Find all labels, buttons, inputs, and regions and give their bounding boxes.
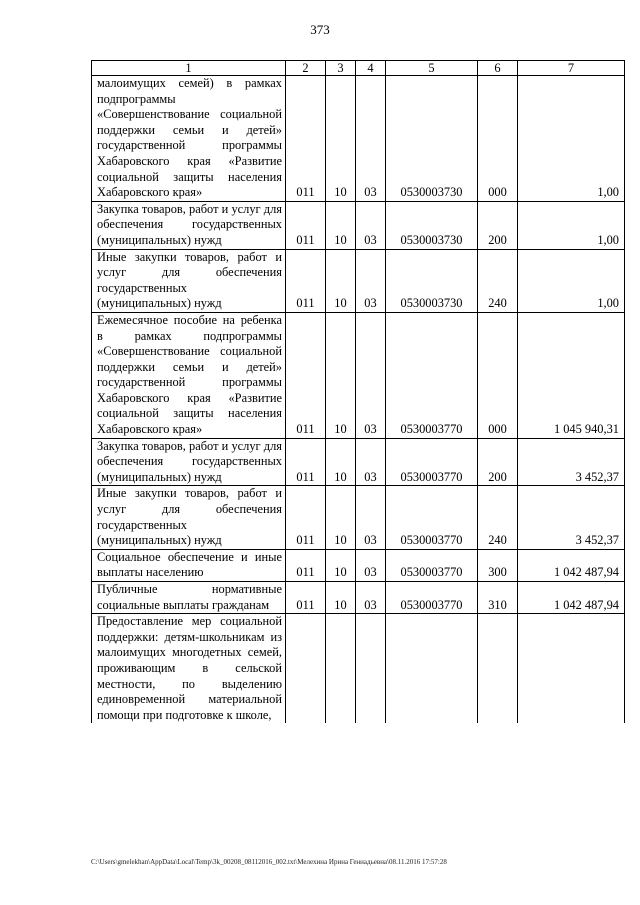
subsection-code xyxy=(356,614,386,724)
column-header: 4 xyxy=(356,61,386,76)
table-row xyxy=(92,486,625,549)
row-name: Предоставление мер социальной поддержки: детям-школьникам из малоимущих многодетных семей, проживающим в сельской местности, по выделению единовременной материальной помощи при подготовке к школе, xyxy=(92,614,286,724)
subsection-code: 03 xyxy=(356,549,386,581)
section-code: 10 xyxy=(326,549,356,581)
expense-type-code xyxy=(478,614,518,724)
subsection-code: 03 xyxy=(356,438,386,486)
column-header: 5 xyxy=(386,61,478,76)
ministry-code: 011 xyxy=(286,201,326,249)
expense-type-code: 310 xyxy=(478,582,518,614)
column-header: 1 xyxy=(92,61,286,76)
row-name: малоимущих семей) в рамках подпрограммы «Совершенствование социальной поддержки семьи и детей» государственной программы Хабаровского края «Развитие социальной защиты населения Хабаровского края» xyxy=(92,76,286,202)
subsection-code: 03 xyxy=(356,312,386,438)
table-row xyxy=(92,614,625,724)
amount xyxy=(518,614,625,724)
row-name: Публичные нормативные социальные выплаты гражданам xyxy=(92,582,286,614)
row-name: Иные закупки товаров, работ и услуг для обеспечения государственных (муниципальных) нужд xyxy=(92,486,286,549)
column-header: 2 xyxy=(286,61,326,76)
subsection-code: 03 xyxy=(356,201,386,249)
target-article-code: 0530003730 xyxy=(386,249,478,312)
target-article-code: 0530003770 xyxy=(386,486,478,549)
expense-type-code: 200 xyxy=(478,201,518,249)
ministry-code: 011 xyxy=(286,312,326,438)
section-code: 10 xyxy=(326,201,356,249)
amount: 1 042 487,94 xyxy=(518,549,625,581)
table-row xyxy=(92,549,625,581)
section-code: 10 xyxy=(326,582,356,614)
expense-type-code: 000 xyxy=(478,312,518,438)
table-row xyxy=(92,582,625,614)
row-name: Закупка товаров, работ и услуг для обеспечения государственных (муниципальных) нужд xyxy=(92,438,286,486)
target-article-code: 0530003770 xyxy=(386,312,478,438)
ministry-code: 011 xyxy=(286,486,326,549)
row-name: Иные закупки товаров, работ и услуг для обеспечения государственных (муниципальных) нужд xyxy=(92,249,286,312)
column-header: 7 xyxy=(518,61,625,76)
row-name: Социальное обеспечение и иные выплаты населению xyxy=(92,549,286,581)
table-row xyxy=(92,201,625,249)
row-name: Закупка товаров, работ и услуг для обеспечения государственных (муниципальных) нужд xyxy=(92,201,286,249)
section-code: 10 xyxy=(326,76,356,202)
target-article-code: 0530003770 xyxy=(386,582,478,614)
amount: 3 452,37 xyxy=(518,438,625,486)
subsection-code: 03 xyxy=(356,582,386,614)
amount: 1 042 487,94 xyxy=(518,582,625,614)
target-article-code: 0530003770 xyxy=(386,549,478,581)
table-row xyxy=(92,249,625,312)
table-row xyxy=(92,76,625,202)
ministry-code: 011 xyxy=(286,438,326,486)
column-header: 6 xyxy=(478,61,518,76)
amount: 1,00 xyxy=(518,201,625,249)
ministry-code xyxy=(286,614,326,724)
section-code: 10 xyxy=(326,438,356,486)
expense-type-code: 240 xyxy=(478,486,518,549)
target-article-code xyxy=(386,614,478,724)
amount: 1,00 xyxy=(518,76,625,202)
amount: 3 452,37 xyxy=(518,486,625,549)
table-row xyxy=(92,438,625,486)
subsection-code: 03 xyxy=(356,486,386,549)
expense-type-code: 200 xyxy=(478,438,518,486)
page-number: 373 xyxy=(310,22,330,37)
section-code: 10 xyxy=(326,486,356,549)
section-code: 10 xyxy=(326,312,356,438)
expense-type-code: 300 xyxy=(478,549,518,581)
expense-type-code: 000 xyxy=(478,76,518,202)
target-article-code: 0530003730 xyxy=(386,201,478,249)
row-name: Ежемесячное пособие на ребенка в рамках подпрограммы «Совершенствование социальной поддержки семьи и детей» государственной программы Хабаровского края «Развитие социальной защиты населения Хабаровского края» xyxy=(92,312,286,438)
subsection-code: 03 xyxy=(356,76,386,202)
file-path-footer: C:\Users\gmelekhan\AppData\Local\Temp\3k_00208_08112016_002.txt\Мелехина Ирина Геннадьевна\08.11.2016 17:57:28 xyxy=(91,858,447,866)
amount: 1 045 940,31 xyxy=(518,312,625,438)
section-code xyxy=(326,614,356,724)
subsection-code: 03 xyxy=(356,249,386,312)
table-header-row xyxy=(92,61,625,76)
amount: 1,00 xyxy=(518,249,625,312)
target-article-code: 0530003730 xyxy=(386,76,478,202)
ministry-code: 011 xyxy=(286,549,326,581)
ministry-code: 011 xyxy=(286,249,326,312)
ministry-code: 011 xyxy=(286,76,326,202)
budget-table xyxy=(91,60,625,723)
expense-type-code: 240 xyxy=(478,249,518,312)
target-article-code: 0530003770 xyxy=(386,438,478,486)
column-header: 3 xyxy=(326,61,356,76)
table-row xyxy=(92,312,625,438)
ministry-code: 011 xyxy=(286,582,326,614)
section-code: 10 xyxy=(326,249,356,312)
